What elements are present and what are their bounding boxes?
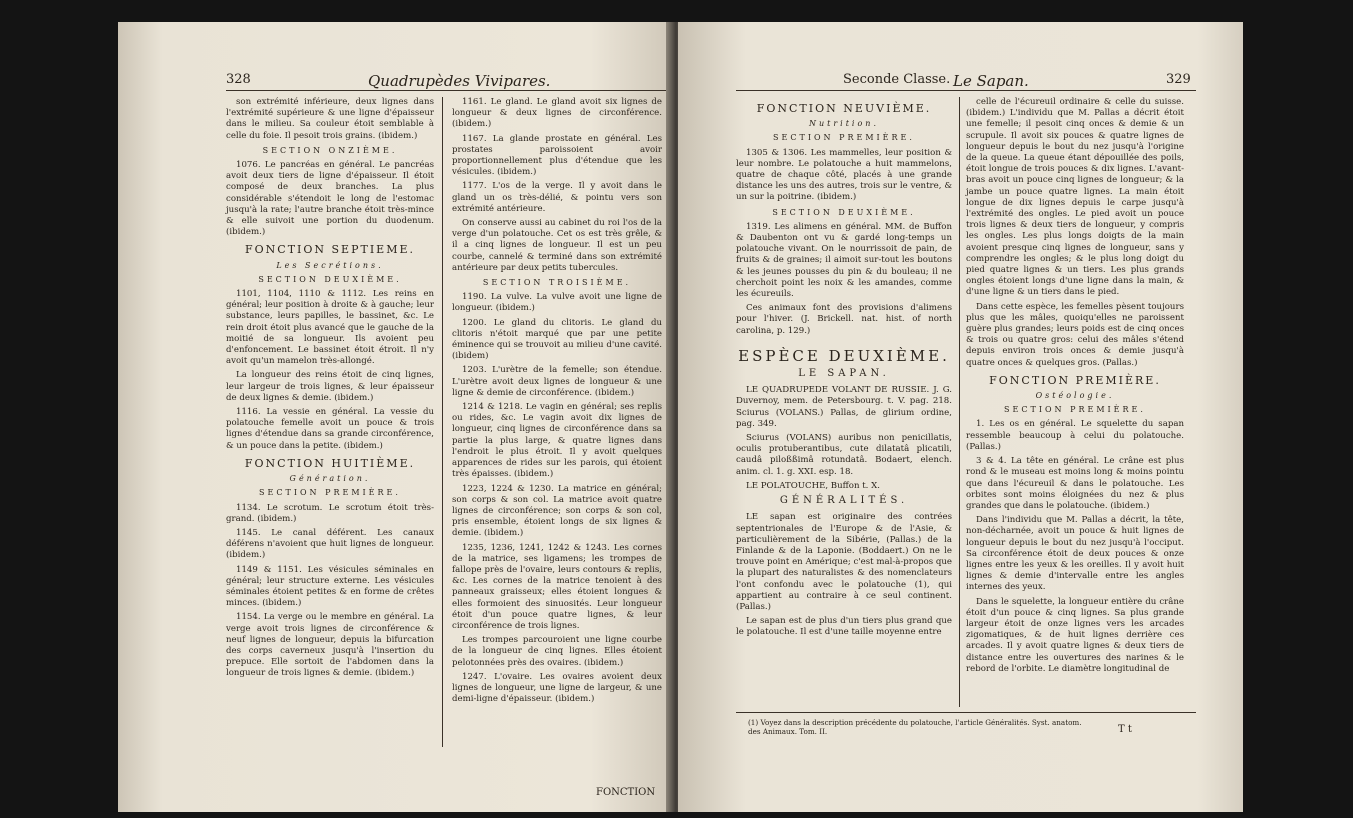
paragraph: 1154. La verge ou le membre en général. La verge avoit trois lignes de circonférence & neuf lignes de longueur, depuis la bifurcation des corps caverneux jusqu'à l'insertion du prepuce. Elle sortoit de l'abdomen dans la longueur de trois lignes & demie. (ibidem.) <box>226 612 434 679</box>
footnote-rule <box>736 712 1196 713</box>
section-heading: ESPÈCE DEUXIÈME. <box>738 346 950 365</box>
paragraph: 1116. La vessie en général. La vessie du polatouche femelle avoit un pouce & trois lignes d'étendue dans sa grande circonférence, & un pouce dans la petite. (ibidem.) <box>226 407 434 451</box>
section-heading: Ostéologie. <box>1035 391 1115 401</box>
section-heading: Nutrition. <box>808 119 880 129</box>
paragraph: 1223, 1224 & 1230. La matrice en général; son corps & son col. La matrice avoit quatre lignes de circonférence; son corps & son col, pris ensemble, étoient longs de six lignes & demie. (ibidem.) <box>452 483 662 539</box>
paragraph: Ces animaux font des provisions d'alimens pour l'hiver. (J. Brickell. nat. hist. of north carolina, p. 129.) <box>736 303 952 336</box>
section-heading: FONCTION HUITIÈME. <box>244 456 416 470</box>
section-heading: FONCTION PREMIÈRE. <box>989 373 1161 387</box>
paragraph: 1101, 1104, 1110 & 1112. Les reins en général; leur position à droite & à gauche; leur substance, leurs papilles, le bassinet, &c. Le rein droit étoit plus avancé que le gauche de la moitié de sa longueur. Ils avoient peu d'enfoncement. Le bassinet étoit étroit. Il n'y avoit qu'un mamelon très-allongé. <box>226 289 434 367</box>
section-heading: SECTION PREMIÈRE. <box>773 133 915 143</box>
paragraph: LE sapan est originaire des contrées septentrionales de l'Europe & de l'Asie, & particulièrement de la Sibérie, (Pallas.) de la Finlande & de la Laponie. (Boddaert.) On ne le trouve point en Amérique; c'est mal-à-propos que la plupart des naturalistes & des nomenclateurs l'ont confondu avec le polatouche (1), qui appartient au contraire à ce seul continent. (Pallas.) <box>736 512 953 612</box>
paragraph: LE QUADRUPEDE VOLANT DE RUSSIE. J. G. Duvernoy, mem. de Petersbourg. t. V. pag. 218. Sciurus (VOLANS.) Pallas, de glirium ordine, pag. 349. <box>736 385 952 429</box>
right-column-2 <box>966 97 1184 707</box>
section-heading: SECTION ONZIÈME. <box>262 145 398 155</box>
paragraph: 1134. Le scrotum. Le scrotum étoit très-grand. (ibidem.) <box>226 502 434 524</box>
column-divider-right <box>959 97 960 707</box>
section-heading: FONCTION NEUVIÈME. <box>756 102 932 115</box>
section-heading: SECTION DEUXIÈME. <box>258 274 402 284</box>
paragraph: 1161. Le gland. Le gland avoit six lignes de longueur & deux lignes de circonférence. (ibidem.) <box>452 97 662 130</box>
header-rule <box>226 90 666 91</box>
right-page <box>678 22 1243 812</box>
paragraph: son extrémité inférieure, deux lignes dans l'extrémité supérieure & une ligne d'épaisseur dans le milieu. Sa couleur étoit semblable à celle du foie. Il pesoit trois grains. (ibidem.) <box>226 97 434 141</box>
right-page-number: 329 <box>1166 72 1191 87</box>
paragraph: 1247. L'ovaire. Les ovaires avoient deux lignes de longueur, une ligne de largeur, & une demi-ligne d'épaisseur. (ibidem.) <box>452 671 662 705</box>
book-spread <box>118 22 1243 812</box>
paragraph: Dans le squelette, la longueur entière du crâne étoit d'un pouce & cinq lignes. Sa plus grande largeur étoit de onze lignes vers les arcades zigomatiques, & de huit lignes derrière ces arcades. Il y avoit quatre lignes & deux tiers de distance entre les ouvertures des narines & le rebord de l'orbite. Le diamètre longitudinal de <box>966 596 1184 674</box>
paragraph: 1305 & 1306. Les mammelles, leur position & leur nombre. Le polatouche a huit mammelons, quatre de chaque côté, placés à une grande distance les uns des autres, trois sur le ventre, & un sur la poitrine. (ibidem.) <box>736 147 952 203</box>
paragraph: 1235, 1236, 1241, 1242 & 1243. Les cornes de la matrice, ses ligamens; les trompes de fallope près de l'ovaire, leurs contours & replis, &c. Les cornes de la matrice tenoient à des panneaux graisseux; elles étoient longues & elles formoient des sinuosités. Leur longueur étoit d'un pouce quatre lignes, & leur circonférence de trois lignes. <box>452 542 662 631</box>
header-rule-right <box>736 90 1196 91</box>
footnote: (1) Voyez dans la description précédente du polatouche, l'article Généralités. Syst. anatom. des Animaux. Tom. II. <box>748 718 1082 736</box>
right-running-title-right: Le Sapan. <box>953 72 1029 90</box>
paragraph: 1190. La vulve. La vulve avoit une ligne de longueur. (ibidem.) <box>452 292 662 314</box>
section-heading: SECTION TROISIÈME. <box>482 278 632 288</box>
paragraph: Le sapan est de plus d'un tiers plus grand que le polatouche. Il est d'une taille moyenne entre <box>736 616 952 638</box>
right-column-1 <box>736 97 952 757</box>
column-divider <box>442 97 443 747</box>
paragraph: 1076. Le pancréas en général. Le pancréas avoit deux tiers de ligne d'épaisseur. Il étoit composé de deux branches. La plus considérable s'étendoit le long de l'estomac jusqu'à la rate; l'autre branche étoit très-mince & elle suivoit une portion du duodenum. (ibidem.) <box>226 160 434 238</box>
paragraph: 1. Les os en général. Le squelette du sapan ressemble beaucoup à celui du polatouche. (Pallas.) <box>966 419 1184 452</box>
left-column-2 <box>452 97 662 747</box>
section-heading: GÉNÉRALITÉS. <box>779 495 909 507</box>
paragraph: LE POLATOUCHE, Buffon t. X. <box>746 480 880 491</box>
paragraph: Les trompes parcouroient une ligne courbe de la longueur de cinq lignes. Elles étoient pelotonnées près des ovaires. (ibidem.) <box>452 635 662 668</box>
paragraph: 1167. La glande prostate en général. Les prostates paroissoient avoir proportionnellement plus d'étendue que les vésicules. (ibidem.) <box>452 133 662 178</box>
signature-mark: T t <box>1118 724 1132 735</box>
section-heading: Les Secrétions. <box>276 260 384 270</box>
left-running-title: Quadrupèdes Vivipares. <box>368 72 551 90</box>
paragraph: Dans cette espèce, les femelles pèsent toujours plus que les mâles, quoiqu'elles ne paroissent guère plus grandes; leurs poids est de cinq onces & trois ou quatre gros: celui des mâles s'étend depuis environ trois onces & demie jusqu'à quatre onces & quelques gros. (Pallas.) <box>966 301 1184 368</box>
paragraph: 1177. L'os de la verge. Il y avoit dans le gland un os très-délié, & pointu vers son extrémité antérieure. <box>452 181 662 214</box>
paragraph: 3 & 4. La tête en général. Le crâne est plus rond & le museau est moins long & moins pointu que dans l'écureuil & dans le polatouche. Les orbites sont moins éloignées du nez & plus grandes que dans le polatouche. (ibidem.) <box>966 456 1184 511</box>
section-heading: Génération. <box>289 474 371 484</box>
paragraph: 1149 & 1151. Les vésicules séminales en général; leur structure externe. Les vésicules séminales étoient petites & en forme de crêtes minces. (ibidem.) <box>226 564 434 609</box>
paragraph: 1145. Le canal déférent. Les canaux déférens n'avoient que huit lignes de longueur. (ibidem.) <box>226 527 434 561</box>
section-heading: SECTION DEUXIÈME. <box>772 207 916 217</box>
section-heading: FONCTION SEPTIEME. <box>245 243 415 257</box>
paragraph: On conserve aussi au cabinet du roi l'os de la verge d'un polatouche. Cet os est très grêle, & il a cinq lignes de longueur. Il est un peu courbe, cannelé & terminé dans son extrémité antérieure par deux petits tubercules. <box>452 218 662 273</box>
paragraph: 1200. Le gland du clitoris. Le gland du clitoris n'étoit marqué que par une petite éminence qui se trouvoit au milieu d'une cavité. (ibidem) <box>452 317 662 362</box>
paragraph: celle de l'écureuil ordinaire & celle du suisse. (ibidem.) L'individu que M. Pallas a décrit étoit une femelle; il pesoit cinq onces & demie & un scrupule. Il avoit six pouces & quatre lignes de longueur depuis le bout du nez jusqu'à l'origine de la queue. La queue étant dépouillée des poils, étoit longue de trois pouces & dix lignes. L'avant-bras avoit un pouce cinq lignes de longueur; & la jambe un pouce quatre lignes. La main étoit longue de dix lignes depuis le carpe jusqu'à l'extrémité des ongles. Le pied avoit un pouce trois lignes & deux tiers de longueur, y compris les ongles. Les plus longs doigts de la main avoient presque cinq lignes de longueur, sans y comprendre les ongles; & le plus long doigt du pied quatre lignes & un tiers. Les plus grands ongles étoient longs d'une ligne dans la main, & d'une ligne & un tiers dans le pied. <box>966 97 1184 298</box>
right-running-title-left: Seconde Classe. <box>843 72 951 87</box>
left-column-1 <box>226 97 434 757</box>
section-heading: SECTION PREMIÈRE. <box>1004 405 1146 415</box>
catchword: FONCTION <box>596 787 656 798</box>
paragraph: La longueur des reins étoit de cinq lignes, leur largeur de trois lignes, & leur épaisseur de deux lignes & demie. (ibidem.) <box>226 370 434 403</box>
paragraph: 1319. Les alimens en général. MM. de Buffon & Daubenton ont vu & gardé long-temps un polatouche vivant. On le nourrissoit de pain, de fruits & de graines; il aimoit sur-tout les boutons & les jeunes pousses du pin & du bouleau; il ne cherchoit point les noix & les amandes, comme les écureuils. <box>736 221 952 300</box>
paragraph: 1203. L'urètre de la femelle; son étendue. L'urètre avoit deux lignes de longueur & une ligne & demie de circonférence. (ibidem.) <box>452 365 662 398</box>
left-page-number: 328 <box>226 72 251 87</box>
paragraph: Sciurus (VOLANS) auribus non penicillatis, oculis protuberantibus, cute dilatatâ plicatili, caudâ piloßßimâ rotundatâ. Bodaert, elench. anim. cl. 1. g. XXI. esp. 18. <box>736 433 952 477</box>
section-heading: LE SAPAN. <box>798 368 890 380</box>
left-page <box>118 22 673 812</box>
paragraph: 1214 & 1218. Le vagin en général; ses replis ou rides, &c. Le vagin avoit dix lignes de longueur, cinq lignes de circonférence dans sa partie la plus large, & quatre lignes dans l'endroit le plus étroit. Il y avoit quelques apparences de rides sur les parois, qui étoient très épaisses. (ibidem.) <box>452 402 662 480</box>
paragraph: Dans l'individu que M. Pallas a décrit, la tête, non-décharnée, avoit un pouce & huit lignes de longueur depuis le bout du nez jusqu'à l'occiput. Sa circonférence étoit de deux pouces & onze lignes entre les yeux & les oreilles. Il y avoit huit lignes & demie d'intervalle entre les angles internes des yeux. <box>966 515 1184 593</box>
section-heading: SECTION PREMIÈRE. <box>259 488 401 498</box>
